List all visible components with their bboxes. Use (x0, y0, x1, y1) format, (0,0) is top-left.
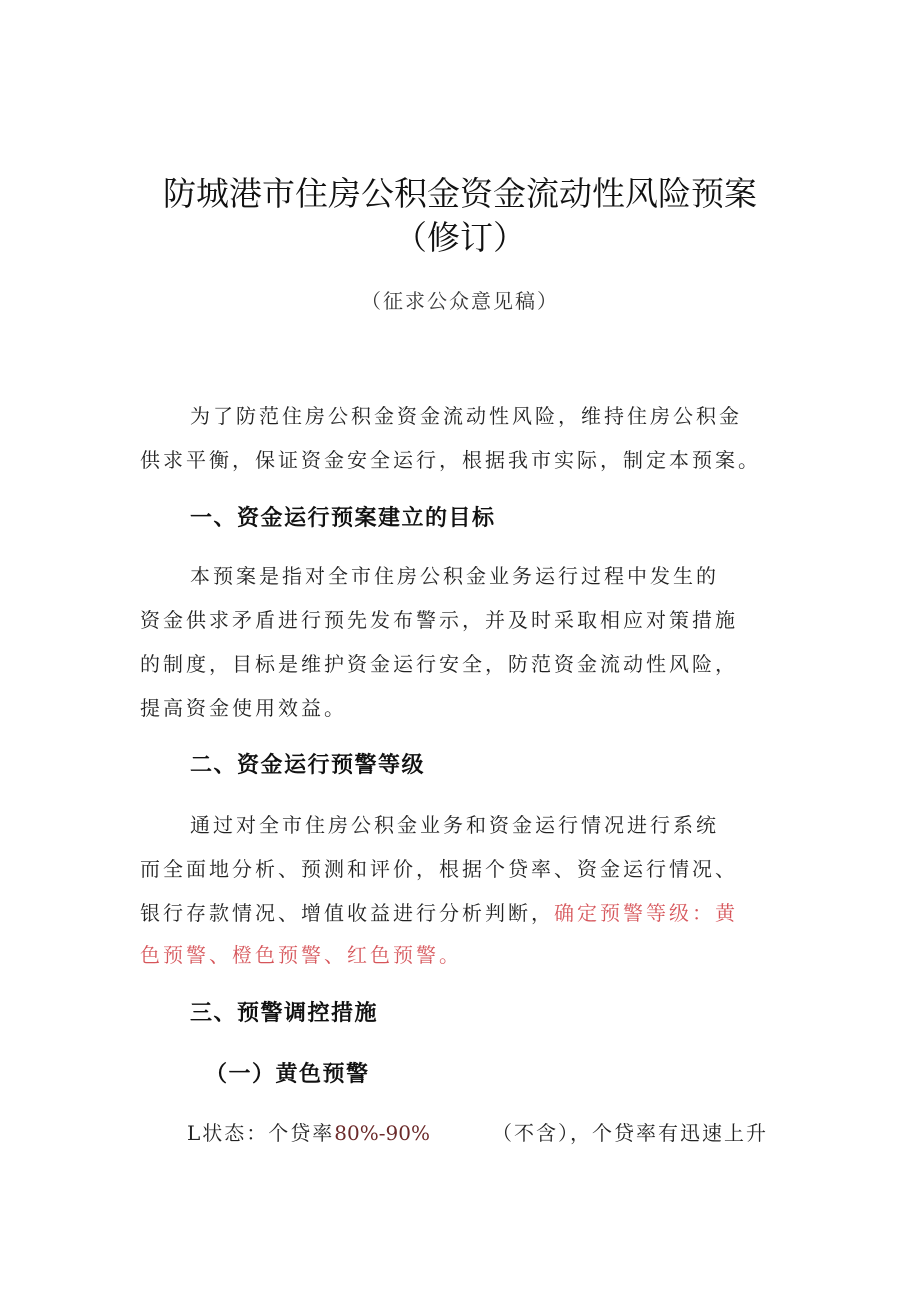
highlighted-text: 色预警、橙色预警、红色预警。 (140, 943, 462, 967)
body-line: 而全面地分析、预测和评价，根据个贷率、资金运行情况、 (140, 857, 738, 881)
state-label: L状态：个贷率 (187, 1121, 335, 1145)
highlighted-text: 确定预警等级：黄 (554, 901, 738, 925)
body-line: 提高资金使用效益。 (140, 696, 347, 720)
body-line: 通过对全市住房公积金业务和资金运行情况进行系统 (190, 813, 719, 837)
body-line: 的制度，目标是维护资金运行安全，防范资金流动性风险， (140, 652, 738, 676)
doc-subtitle: （征求公众意见稿） (361, 289, 559, 313)
body-text: 银行存款情况、增值收益进行分析判断， (140, 901, 554, 925)
body-line (140, 897, 738, 926)
body-line: 本预案是指对全市住房公积金业务运行过程中发生的 (190, 564, 719, 588)
doc-title: 防城港市住房公积金资金流动性风险预案 (163, 174, 757, 213)
section-heading: 一、资金运行预案建立的目标 (190, 506, 496, 531)
body-line: 资金供求矛盾进行预先发布警示，并及时采取相应对策措施 (140, 608, 738, 632)
subsection-heading: （一）黄色预警 (205, 1062, 370, 1087)
body-line (187, 1117, 768, 1146)
state-range: 80%-90% (334, 1121, 430, 1145)
section-heading: 二、资金运行预警等级 (190, 753, 426, 778)
state-rest: （不含），个贷率有迅速上升 (491, 1121, 768, 1145)
section-heading: 三、预警调控措施 (190, 1001, 379, 1026)
intro-line: 为了防范住房公积金资金流动性风险，维持住房公积金 (190, 404, 742, 428)
doc-title-suffix: （修订） (394, 218, 526, 257)
intro-line: 供求平衡，保证资金安全运行，根据我市实际，制定本预案。 (140, 448, 761, 472)
